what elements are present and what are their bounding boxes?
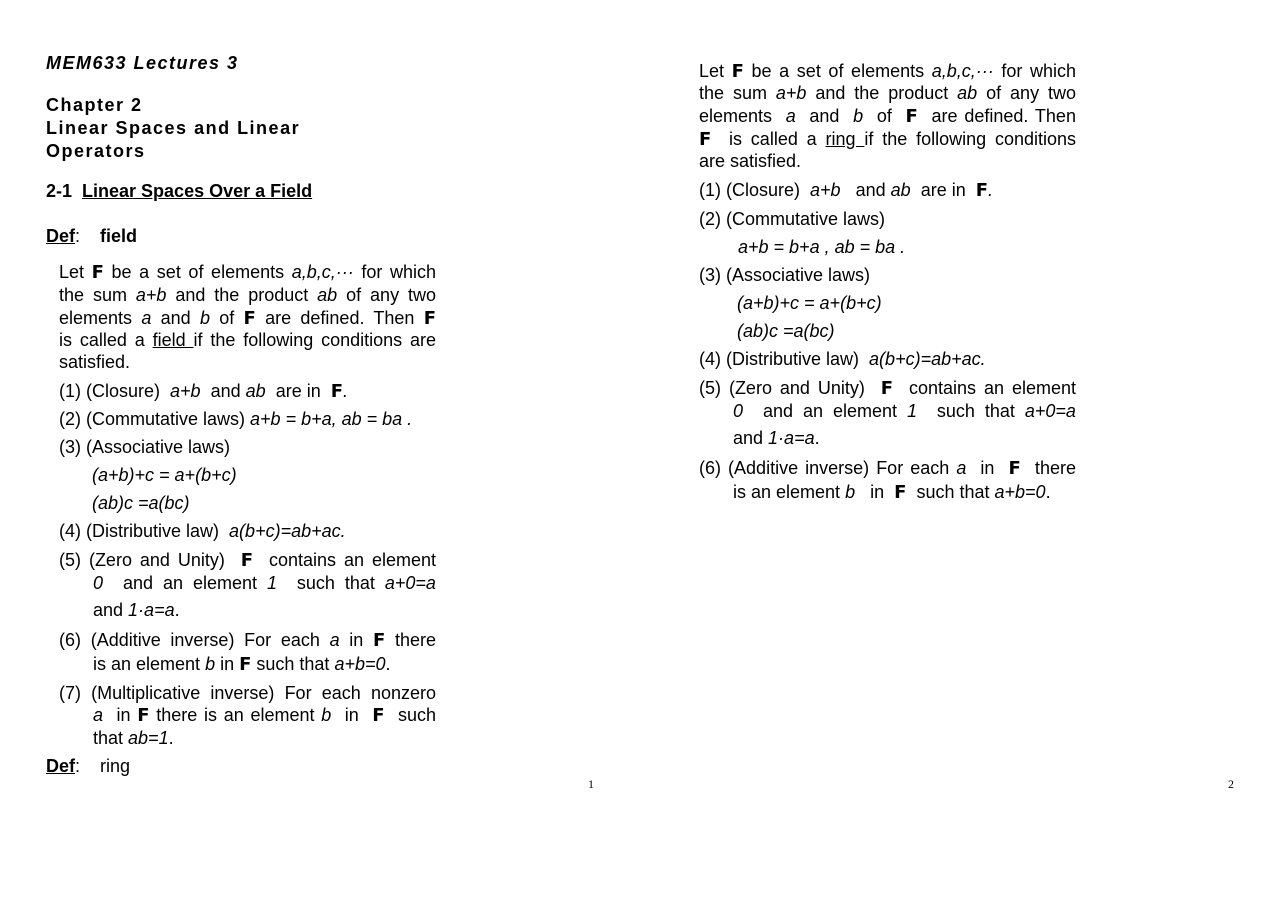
- condition-commutative: (2) (Commutative laws): [699, 209, 886, 229]
- field-symbol: F: [1008, 458, 1021, 479]
- page-number: 2: [1228, 777, 1234, 791]
- assoc-expr-sum: (a+b)+c = a+(b+c): [737, 293, 882, 313]
- text: .: [174, 600, 180, 620]
- text: of any two: [337, 285, 436, 305]
- math-expr: ab: [317, 285, 338, 305]
- text: such that: [251, 654, 335, 674]
- intro-line-1: [699, 60, 1076, 83]
- math-var: b: [853, 106, 864, 126]
- field-symbol: F: [239, 654, 252, 675]
- assoc-expr-sum: (a+b)+c = a+(b+c): [92, 465, 237, 485]
- text: elements: [699, 106, 779, 126]
- text: in: [339, 630, 373, 650]
- condition-label: (5) (Zero and Unity): [699, 378, 873, 398]
- condition-distributive: [699, 348, 986, 370]
- text: there: [1027, 458, 1076, 478]
- math-var: 0: [733, 401, 744, 421]
- text: are defined. Then: [924, 106, 1076, 126]
- text: .: [385, 654, 391, 674]
- field-symbol: F: [731, 61, 744, 82]
- intro-line-4: [699, 128, 1076, 151]
- zero-unity-line-2: [733, 400, 1076, 422]
- math-var: 0: [93, 573, 104, 593]
- text: and: [850, 180, 891, 200]
- text: .: [168, 728, 174, 748]
- math-expr: a+b: [135, 285, 167, 305]
- zero-unity-line-3: [93, 599, 180, 621]
- math-expr: a+0=a: [384, 573, 436, 593]
- intro-line-2: [59, 284, 436, 306]
- section-title: Linear Spaces Over a Field: [82, 181, 313, 201]
- math-expr: ab: [245, 381, 266, 401]
- term-field: field: [152, 330, 194, 350]
- text: and: [151, 308, 200, 328]
- text: contains an element: [901, 378, 1076, 398]
- intro-line-5: are satisfied.: [699, 151, 802, 171]
- text: there: [385, 630, 437, 650]
- math-expr: a+b: [775, 83, 807, 103]
- zero-unity-line-2: [93, 572, 436, 594]
- lecture-header: MEM633 Lectures 3: [46, 53, 239, 73]
- assoc-expr-product: (ab)c =a(bc): [92, 493, 190, 513]
- condition-multiplicative-inverse: (7) (Multiplicative inverse) For each nonzero: [59, 683, 436, 703]
- additive-inverse-line-2: [93, 653, 391, 676]
- def-label: Def: [46, 756, 76, 776]
- math-var: 1: [906, 401, 917, 421]
- text: the sum: [59, 285, 136, 305]
- text: is an element: [93, 654, 206, 674]
- text: is called a: [720, 129, 826, 149]
- text: such that: [286, 573, 385, 593]
- condition-closure: [59, 380, 348, 403]
- math-expr: a+b = b+a, ab = ba .: [250, 409, 413, 429]
- condition-label: (4) (Distributive law): [59, 521, 225, 541]
- field-symbol: F: [699, 129, 712, 150]
- text: Let: [59, 262, 92, 282]
- intro-line-4: [59, 329, 436, 351]
- intro-line-3: [59, 307, 436, 330]
- condition-additive-inverse: [59, 629, 436, 652]
- condition-label: (6) (Additive inverse) For each: [699, 458, 957, 478]
- text: in: [215, 654, 240, 674]
- field-symbol: F: [905, 106, 918, 127]
- field-symbol: F: [880, 378, 894, 399]
- math-var: 1: [266, 573, 277, 593]
- math-expr: ab=1: [128, 728, 169, 748]
- text: is an element: [733, 482, 846, 502]
- text: contains an element: [261, 550, 436, 570]
- text: in: [337, 705, 366, 725]
- math-var: a: [956, 458, 967, 478]
- field-symbol: F: [894, 482, 907, 503]
- text: such that: [926, 401, 1025, 421]
- intro-line-5: satisfied.: [59, 352, 131, 372]
- math-expr: a(b+c)=ab+ac.: [869, 349, 986, 369]
- field-symbol: F: [372, 630, 386, 651]
- assoc-expr-product: (ab)c =a(bc): [737, 321, 835, 341]
- text: of: [209, 308, 244, 328]
- math-var: a: [785, 106, 796, 126]
- text: elements: [59, 308, 142, 328]
- text: and: [802, 106, 847, 126]
- text: are in: [915, 180, 971, 200]
- text: be a set of elements: [103, 262, 292, 282]
- math-expr: a+b: [810, 180, 841, 200]
- condition-label: (5) (Zero and Unity): [59, 550, 233, 570]
- multiplicative-inverse-line-2: [93, 704, 436, 727]
- math-expr: a+b: [170, 381, 201, 401]
- condition-label: (6) (Additive inverse) For each: [59, 630, 330, 650]
- condition-associative: (3) (Associative laws): [59, 437, 231, 457]
- text: are in: [270, 381, 326, 401]
- text: and the product: [166, 285, 318, 305]
- additive-inverse-line-2: [733, 481, 1051, 504]
- text: of: [870, 106, 899, 126]
- section-number: 2-1: [46, 181, 73, 201]
- field-symbol: F: [330, 381, 344, 402]
- field-symbol: F: [137, 705, 150, 726]
- text: of any two: [977, 83, 1076, 103]
- condition-label: (4) (Distributive law): [699, 349, 865, 369]
- text: for which: [993, 61, 1076, 81]
- intro-line-3: [699, 105, 1076, 128]
- text: that: [93, 728, 129, 748]
- math-expr: 1·a=a: [128, 600, 175, 620]
- text: such that: [911, 482, 995, 502]
- math-var: b: [199, 308, 210, 328]
- text: are defined. Then: [255, 308, 424, 328]
- condition-label: (1) (Closure): [59, 381, 166, 401]
- condition-additive-inverse: [699, 457, 1076, 480]
- text: in: [109, 705, 138, 725]
- math-vars: a,b,c,···: [291, 262, 354, 282]
- page-2: [640, 0, 1280, 905]
- def-colon: :: [75, 226, 81, 246]
- text: the sum: [699, 83, 776, 103]
- chapter-title-line2: Operators: [46, 141, 146, 161]
- text: there is an element: [149, 705, 322, 725]
- text: if the following conditions are: [193, 330, 436, 350]
- math-expr: ab: [957, 83, 978, 103]
- condition-associative: (3) (Associative laws): [699, 265, 871, 285]
- multiplicative-inverse-line-3: [93, 727, 174, 749]
- math-expr: ab: [890, 180, 911, 200]
- text: if the following conditions: [864, 129, 1077, 149]
- math-var: b: [205, 654, 216, 674]
- math-expr: a(b+c)=ab+ac.: [229, 521, 346, 541]
- def-colon: :: [75, 756, 81, 776]
- condition-zero-unity: [59, 549, 436, 572]
- condition-zero-unity: [699, 377, 1076, 400]
- text: and: [733, 428, 769, 448]
- condition-commutative: [59, 408, 412, 430]
- math-var: b: [321, 705, 332, 725]
- text: and an element: [112, 573, 267, 593]
- math-var: a: [141, 308, 152, 328]
- intro-line-2: [699, 82, 1076, 104]
- text: for which: [353, 262, 436, 282]
- text: be a set of elements: [743, 61, 932, 81]
- text: .: [1045, 482, 1051, 502]
- condition-closure: [699, 179, 993, 202]
- definition-ring-heading: [46, 755, 130, 777]
- def-term: ring: [100, 756, 131, 776]
- math-var: a: [329, 630, 340, 650]
- text: Let: [699, 61, 732, 81]
- field-symbol: F: [372, 705, 385, 726]
- term-ring: ring: [825, 129, 865, 149]
- math-var: a: [93, 705, 104, 725]
- math-expr: 1·a=a: [768, 428, 815, 448]
- text: and the product: [806, 83, 958, 103]
- condition-distributive: [59, 520, 346, 542]
- math-expr: a+0=a: [1024, 401, 1076, 421]
- text: and an element: [752, 401, 907, 421]
- text: such: [391, 705, 436, 725]
- definition-field-heading: [46, 226, 137, 247]
- text: and: [205, 381, 246, 401]
- field-symbol: F: [423, 308, 437, 329]
- condition-label: (1) (Closure): [699, 180, 806, 200]
- math-vars: a,b,c,···: [931, 61, 994, 81]
- text: .: [814, 428, 820, 448]
- commutative-expr: a+b = b+a , ab = ba .: [738, 237, 906, 257]
- field-symbol: F: [243, 308, 256, 329]
- text: .: [343, 381, 349, 401]
- chapter-number: Chapter 2: [46, 95, 143, 115]
- text: and: [93, 600, 129, 620]
- section-heading: [46, 181, 312, 202]
- def-term: field: [100, 226, 138, 246]
- intro-line-1: [59, 261, 436, 284]
- field-symbol: F: [975, 180, 989, 201]
- field-symbol: F: [91, 262, 104, 283]
- math-expr: a+b=0: [334, 654, 386, 674]
- text: in: [973, 458, 1002, 478]
- zero-unity-line-3: [733, 427, 820, 449]
- text: .: [988, 180, 994, 200]
- condition-label: (2) (Commutative laws): [59, 409, 251, 429]
- field-symbol: F: [240, 550, 254, 571]
- chapter-title-line1: Linear Spaces and Linear: [46, 118, 301, 138]
- page-number: 1: [588, 777, 594, 791]
- math-var: b: [845, 482, 856, 502]
- text: in: [865, 482, 890, 502]
- def-label: Def: [46, 226, 76, 246]
- text: is called a: [59, 330, 153, 350]
- math-expr: a+b=0: [994, 482, 1046, 502]
